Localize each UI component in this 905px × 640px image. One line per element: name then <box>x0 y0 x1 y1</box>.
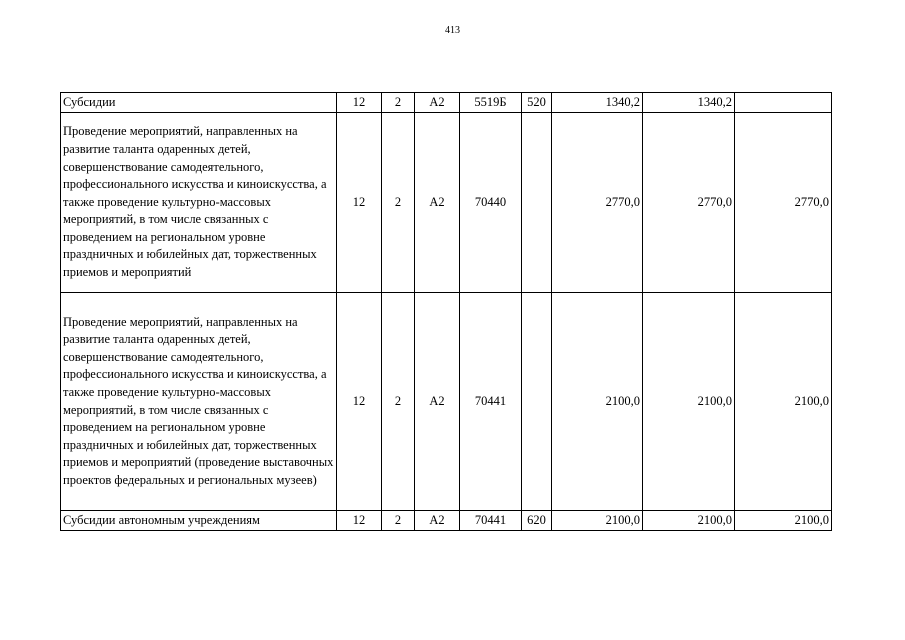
row-subsection: 2 <box>382 93 415 113</box>
table-row <box>61 511 832 531</box>
row-program: А2 <box>415 511 460 531</box>
row-subsection: 2 <box>382 511 415 531</box>
row-subsection: 2 <box>382 113 415 293</box>
row-expense-type: 520 <box>522 93 552 113</box>
row-name: Проведение мероприятий, направленных на развитие таланта одаренных детей, совершенствование самодеятельного, профессионального искусства и киноискусства, а также проведение культурно-массовых мероприятий, в том числе связанных с проведением на региональном уровне праздничных и юбилейных дат, торжественных приемов и мероприятий <box>61 113 337 293</box>
row-sum-2: 1340,2 <box>643 93 735 113</box>
table-row <box>61 93 832 113</box>
row-sum-3: 2770,0 <box>735 113 832 293</box>
row-direction: 70441 <box>460 511 522 531</box>
row-sum-2: 2100,0 <box>643 511 735 531</box>
row-name: Субсидии <box>61 93 337 113</box>
row-sum-1: 2100,0 <box>552 293 643 511</box>
row-sum-1: 2770,0 <box>552 113 643 293</box>
row-sum-3: 2100,0 <box>735 511 832 531</box>
row-direction: 70440 <box>460 113 522 293</box>
row-program: А2 <box>415 113 460 293</box>
row-expense-type <box>522 113 552 293</box>
row-expense-type: 620 <box>522 511 552 531</box>
row-subsection: 2 <box>382 293 415 511</box>
page-number: 413 <box>445 25 460 36</box>
row-sum-2: 2100,0 <box>643 293 735 511</box>
row-name: Субсидии автономным учреждениям <box>61 511 337 531</box>
row-sum-3: 2100,0 <box>735 293 832 511</box>
row-sum-1: 1340,2 <box>552 93 643 113</box>
table-row <box>61 293 832 511</box>
row-direction: 70441 <box>460 293 522 511</box>
row-name: Проведение мероприятий, направленных на развитие таланта одаренных детей, совершенствование самодеятельного, профессионального искусства и киноискусства, а также проведение культурно-массовых мероприятий, в том числе связанных с проведением на региональном уровне праздничных и юбилейных дат, торжественных приемов и мероприятий (проведение выставочных проектов федеральных и региональных музеев) <box>61 293 337 511</box>
row-section: 12 <box>337 293 382 511</box>
row-expense-type <box>522 293 552 511</box>
row-section: 12 <box>337 113 382 293</box>
row-sum-2: 2770,0 <box>643 113 735 293</box>
budget-table <box>60 92 832 531</box>
row-sum-1: 2100,0 <box>552 511 643 531</box>
row-direction: 5519Б <box>460 93 522 113</box>
row-program: А2 <box>415 93 460 113</box>
row-section: 12 <box>337 511 382 531</box>
table-row <box>61 113 832 293</box>
row-section: 12 <box>337 93 382 113</box>
row-program: А2 <box>415 293 460 511</box>
row-sum-3 <box>735 93 832 113</box>
